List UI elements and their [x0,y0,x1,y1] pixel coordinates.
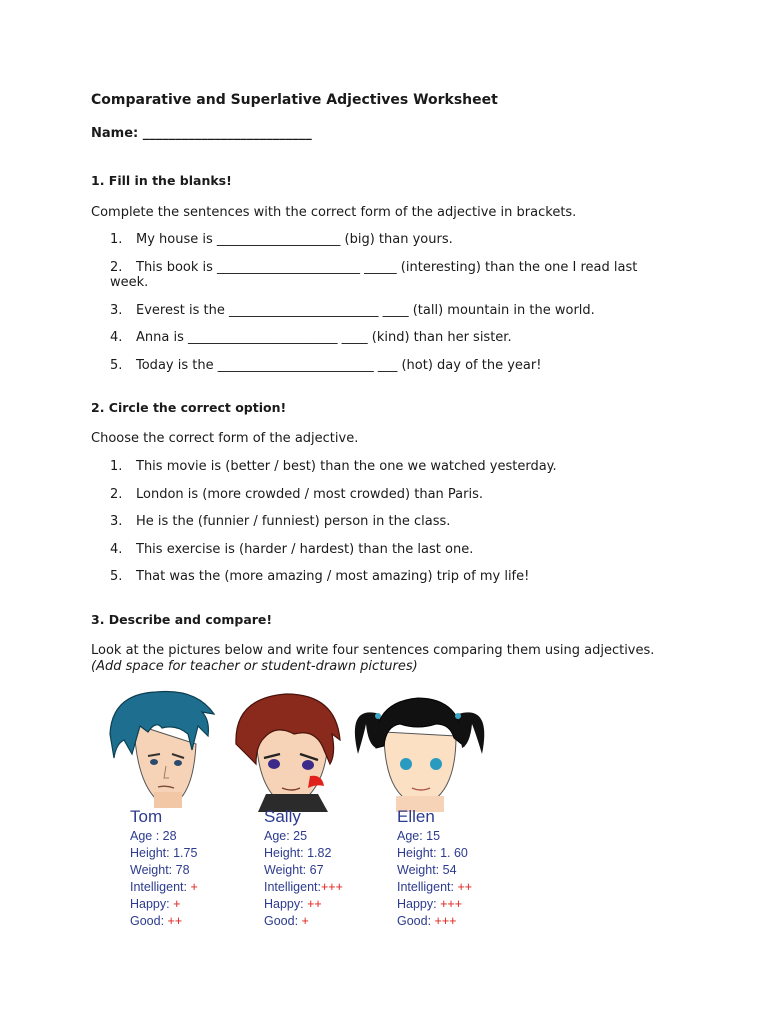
item-number: 3. [110,303,123,318]
tom-face-illustration [110,691,214,808]
character-card-ellen [397,807,472,930]
section1-heading: 1. Fill in the blanks! [91,173,232,188]
list-item [110,232,670,247]
character-weight: Weight: 67 [264,863,324,877]
item-number: 5. [110,569,123,584]
character-intelligent: Intelligent:+++ [264,880,343,894]
sally-face-illustration [236,694,340,812]
item-text: That was the (more amazing / most amazing) trip of my life! [136,569,530,584]
item-number: 2. [110,487,123,502]
character-comparison-picture [96,684,496,942]
item-text: This movie is (better / best) than the one we watched yesterday. [136,459,557,474]
item-number: 3. [110,514,123,529]
item-text: Anna is _______________________ ____ (kind) than her sister. [136,330,512,345]
character-happy: Happy: ++ [264,897,322,911]
item-text: My house is ___________________ (big) than yours. [136,232,453,247]
item-number: 4. [110,542,123,557]
section3-note: (Add space for teacher or student-drawn pictures) [91,659,418,674]
character-good: Good: ++ [130,914,183,928]
character-age: Age : 28 [130,829,177,843]
item-text: Everest is the _______________________ ____ (tall) mountain in the world. [136,303,595,318]
item-number: 2. [110,260,123,275]
character-name: Ellen [397,807,435,826]
character-height: Height: 1. 60 [397,846,468,860]
list-item [110,459,670,474]
list-item [110,542,670,557]
character-happy: Happy: +++ [397,897,462,911]
character-age: Age: 25 [264,829,308,843]
section2-instruction: Choose the correct form of the adjective. [91,431,359,446]
item-text: London is (more crowded / most crowded) than Paris. [136,487,483,502]
list-item [110,514,670,529]
list-item [110,330,670,345]
item-number: 5. [110,358,123,373]
item-text: This book is ______________________ _____ (interesting) than the one I read last week. [110,260,638,290]
character-age: Age: 15 [397,829,441,843]
character-intelligent: Intelligent: + [130,880,198,894]
character-good: Good: +++ [397,914,457,928]
list-item [110,487,670,502]
character-faces-illustration [96,684,496,814]
character-good: Good: + [264,914,309,928]
name-field: Name: __________________________ [91,126,312,141]
item-number: 1. [110,232,123,247]
character-height: Height: 1.75 [130,846,198,860]
character-name: Sally [264,807,301,826]
character-name: Tom [130,807,163,826]
character-height: Height: 1.82 [264,846,332,860]
section1-instruction: Complete the sentences with the correct form of the adjective in brackets. [91,205,577,220]
item-text: Today is the ________________________ ___ (hot) day of the year! [136,358,542,373]
character-card-tom [130,807,198,930]
item-text: He is the (funnier / funniest) person in the class. [136,514,451,529]
list-item [110,303,670,318]
item-number: 1. [110,459,123,474]
character-weight: Weight: 54 [397,863,457,877]
section3-heading: 3. Describe and compare! [91,612,273,627]
item-text: This exercise is (harder / hardest) than the last one. [136,542,474,557]
section2-heading: 2. Circle the correct option! [91,400,287,415]
character-weight: Weight: 78 [130,863,190,877]
list-item [110,260,670,290]
item-number: 4. [110,330,123,345]
ellen-face-illustration [355,698,484,812]
worksheet-title: Comparative and Superlative Adjectives Worksheet [91,92,498,108]
list-item [110,569,670,584]
character-intelligent: Intelligent: ++ [397,880,473,894]
list-item [110,358,670,373]
character-happy: Happy: + [130,897,181,911]
section3-instruction: Look at the pictures below and write four sentences comparing them using adjectives. [91,643,655,658]
character-card-sally [264,807,343,930]
